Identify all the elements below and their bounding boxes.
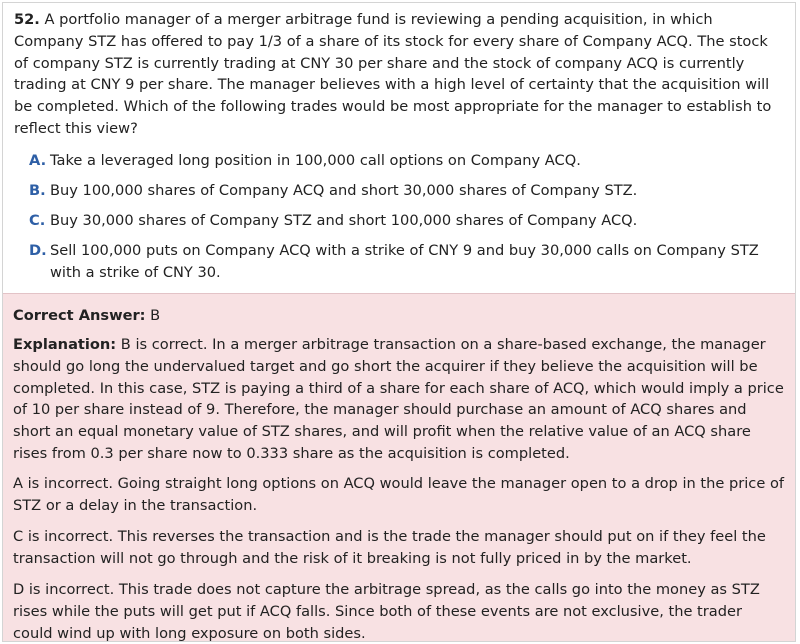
choice-text: Sell 100,000 puts on Company ACQ with a strike of CNY 9 and buy 30,000 calls on Company STZ with a strike of CNY 30. [50,242,759,281]
choice-letter: B. [29,182,46,199]
choice-d[interactable] [29,240,779,284]
choice-b[interactable] [29,180,779,202]
choice-text: Buy 30,000 shares of Company STZ and short 100,000 shares of Company ACQ. [50,212,638,229]
explanation [13,334,785,465]
explanation-label: Explanation: [13,336,117,353]
choice-letter: D. [29,242,47,259]
explanation-text: B is correct. In a merger arbitrage transaction on a share-based exchange, the manager should go long the undervalued target and go short the acquirer if they believe the acquisition will be completed. In this case, STZ is paying a third of a share for each share of ACQ, which would imply a price of 10 per share instead of 9. Therefore, the manager should purchase an amount of ACQ shares and short an equal monetary value of STZ shares, and will profit when the relative value of an ACQ share rises from 0.3 per share now to 0.333 share as the acquisition is completed. [13,336,784,462]
correct-answer-value: B [150,307,161,324]
choice-text: Buy 100,000 shares of Company ACQ and short 30,000 shares of Company STZ. [50,182,638,199]
explanation-choice-c: C is incorrect. This reverses the transaction and is the trade the manager should put on if they feel the transaction will not go through and the risk of it breaking is not fully priced in by the market. [13,528,766,567]
correct-answer [13,306,160,326]
choice-c[interactable] [29,210,779,232]
answer-panel [3,293,795,642]
choice-a[interactable] [29,150,779,172]
explanation-choice-d: D is incorrect. This trade does not capture the arbitrage spread, as the calls go into the money as STZ rises while the puts will get put if ACQ falls. Since both of these events are not exclusive, the trader could wind up with long exposure on both sides. [13,581,760,642]
correct-answer-label: Correct Answer: [13,307,146,324]
choice-text: Take a leveraged long position in 100,000 call options on Company ACQ. [50,152,581,169]
question-stem [14,9,786,140]
choice-letter: A. [29,152,47,169]
answer-choices [29,150,779,292]
question-card [2,2,796,642]
question-number: 52. [14,11,40,28]
question-text: A portfolio manager of a merger arbitrage fund is reviewing a pending acquisition, in which Company STZ has offered to pay 1/3 of a share of its stock for every share of Company ACQ. The stock of company STZ is currently trading at CNY 30 per share and the stock of company ACQ is currently trading at CNY 9 per share. The manager believes with a high level of certainty that the acquisition will be completed. Which of the following trades would be most appropriate for the manager to establish to reflect this view? [14,11,772,137]
choice-letter: C. [29,212,46,229]
explanation-choice-a: A is incorrect. Going straight long options on ACQ would leave the manager open to a drop in the price of STZ or a delay in the transaction. [13,475,785,514]
